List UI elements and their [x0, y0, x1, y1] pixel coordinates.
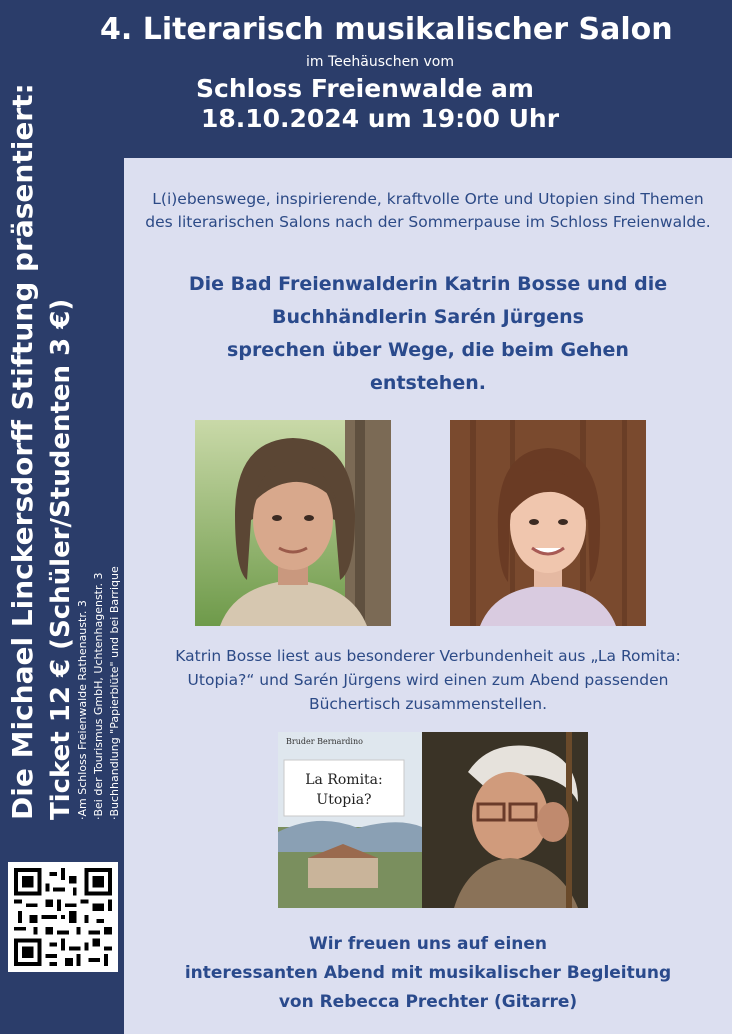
ticket-price: Ticket 12 € (Schüler/Studenten 3 €) [46, 298, 76, 820]
intro-text: L(i)ebenswege, inspirierende, kraftvolle Orte und Utopien sind Themen des literarischen Salons nach der Sommerpause im Schloss Freienwalde. [145, 190, 711, 231]
header-banner [0, 0, 732, 158]
event-title: 4. Literarisch musikalischer Salon [100, 12, 673, 47]
ticket-location: ·Am Schloss Freienwalde Rathenaustr. 3 [76, 600, 89, 820]
ticket-location: ·Buchhandlung "Papierblüte" und bei Barrique [108, 566, 121, 820]
lead-line: sprechen über Wege, die beim Gehen [227, 339, 629, 361]
ticket-location: ·Bei der Tourismus GmbH, Uchtenhagenstr. 3 [92, 572, 105, 820]
closing-line: Wir freuen uns auf einen [308, 934, 548, 954]
presenter-text: Die Michael Linckersdorff Stiftung präsentiert: [6, 83, 39, 820]
lead-line: Buchhändlerin Sarén Jürgens [272, 306, 584, 328]
lead-line: Die Bad Freienwalderin Katrin Bosse und die [188, 273, 668, 295]
book-author: Bruder Bernardino [286, 737, 363, 746]
content-panel [124, 158, 732, 1034]
closing-text [144, 930, 712, 1017]
event-date: 18.10.2024 um 19:00 Uhr [200, 104, 560, 133]
qr-code[interactable] [8, 862, 118, 972]
event-subtitle: im Teehäuschen vom [306, 54, 454, 70]
closing-line: interessanten Abend mit musikalischer Begleitung [184, 963, 672, 983]
closing-line: von Rebecca Prechter (Gitarre) [278, 992, 578, 1012]
lead-line: entstehen. [370, 372, 486, 394]
book-cover-image [278, 732, 588, 908]
book-title: La Romita: [305, 772, 383, 788]
event-place: Schloss Freienwalde am [196, 74, 534, 103]
photo-katrin-bosse [195, 420, 391, 626]
photo-saren-juergens [450, 420, 646, 626]
reading-text: Katrin Bosse liest aus besonderer Verbundenheit aus „La Romita: Utopia?“ und Sarén Jürgens wird einen zum Abend passenden Büchertisch zusammenstellen. [175, 647, 681, 713]
book-title: Utopia? [316, 792, 372, 808]
lead-text [144, 268, 712, 400]
